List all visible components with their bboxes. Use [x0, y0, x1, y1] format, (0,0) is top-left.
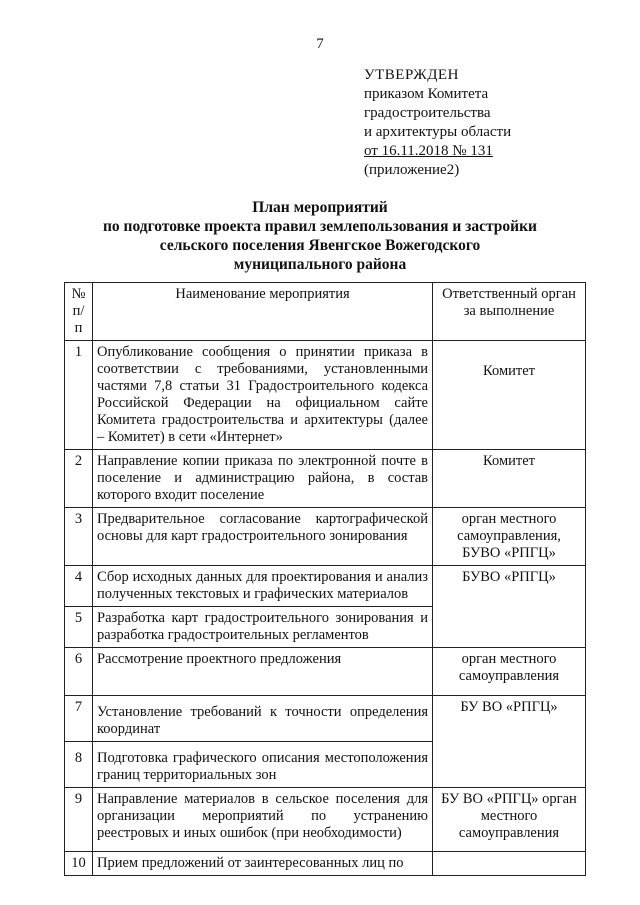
approval-order-ref: от 16.11.2018 № 131 — [364, 143, 493, 159]
row-activity: Установление требований к точности определения координат — [93, 696, 433, 742]
row-responsible: орган местного самоуправления — [433, 648, 586, 696]
row-activity: Прием предложений от заинтересованных лиц по — [93, 852, 433, 876]
approval-line: и архитектуры области — [364, 124, 512, 140]
table-row — [65, 566, 586, 607]
row-num: 4 — [65, 566, 93, 607]
approval-appendix: (приложение2) — [364, 162, 460, 178]
row-responsible: Комитет — [433, 450, 586, 508]
table-row — [65, 508, 586, 566]
title-line: по подготовке проекта правил землепользования и застройки — [103, 218, 537, 235]
document-title — [60, 198, 580, 274]
row-num: 3 — [65, 508, 93, 566]
row-num: 6 — [65, 648, 93, 696]
row-num: 1 — [65, 341, 93, 450]
row-activity: Предварительное согласование картографической основы для карт градостроительного зонирования — [93, 508, 433, 566]
approval-heading: УТВЕРЖДЕН — [364, 67, 459, 83]
row-num: 10 — [65, 852, 93, 876]
row-num: 9 — [65, 788, 93, 852]
row-responsible: БУ ВО «РПГЦ» орган местного самоуправления — [433, 788, 586, 852]
table-row — [65, 450, 586, 508]
page-number: 7 — [316, 36, 324, 52]
row-activity: Сбор исходных данных для проектирования и анализ полученных текстовых и графических материалов — [93, 566, 433, 607]
header-responsible: Ответственный орган за выполнение — [433, 283, 586, 341]
row-num: 8 — [65, 742, 93, 788]
row-responsible: БУВО «РПГЦ» — [433, 566, 586, 648]
row-activity: Разработка карт градостроительного зонирования и разработка градостроительных регламентов — [93, 607, 433, 648]
row-num: 7 — [65, 696, 93, 742]
row-responsible: орган местного самоуправления, БУВО «РПГЦ» — [433, 508, 586, 566]
approval-stamp — [364, 66, 604, 180]
header-num: № п/п — [65, 283, 93, 341]
row-num: 5 — [65, 607, 93, 648]
approval-line: градостроительства — [364, 105, 491, 121]
row-num: 2 — [65, 450, 93, 508]
header-name: Наименование мероприятия — [93, 283, 433, 341]
approval-line: приказом Комитета — [364, 86, 489, 102]
table-row — [65, 341, 586, 450]
title-line: муниципального района — [233, 256, 407, 273]
table-row — [65, 852, 586, 876]
table-header-row — [65, 283, 586, 341]
row-activity: Направление материалов в сельское поселения для организации мероприятий по устранению реестровых и иных ошибок (при необходимости) — [93, 788, 433, 852]
table-row — [65, 788, 586, 852]
row-responsible: БУ ВО «РПГЦ» — [433, 696, 586, 788]
title-line: сельского поселения Явенгское Вожегодского — [159, 237, 481, 254]
table-row — [65, 696, 586, 742]
table-row — [65, 648, 586, 696]
row-activity: Подготовка графического описания местоположения границ территориальных зон — [93, 742, 433, 788]
row-activity: Рассмотрение проектного предложения — [93, 648, 433, 696]
row-activity: Направление копии приказа по электронной почте в поселение и администрацию района, в состав которого входит поселение — [93, 450, 433, 508]
title-line: План мероприятий — [252, 199, 388, 216]
row-responsible: Комитет — [433, 341, 586, 450]
plan-table — [64, 282, 586, 876]
row-responsible — [433, 852, 586, 876]
row-activity: Опубликование сообщения о принятии приказа в соответствии с требованиями, установленными частями 7,8 статьи 31 Градостроительного кодекса Российской Федерации на официальном сайте Комитета градостроительства и архитектуры (далее – Комитет) в сети «Интернет» — [93, 341, 433, 450]
